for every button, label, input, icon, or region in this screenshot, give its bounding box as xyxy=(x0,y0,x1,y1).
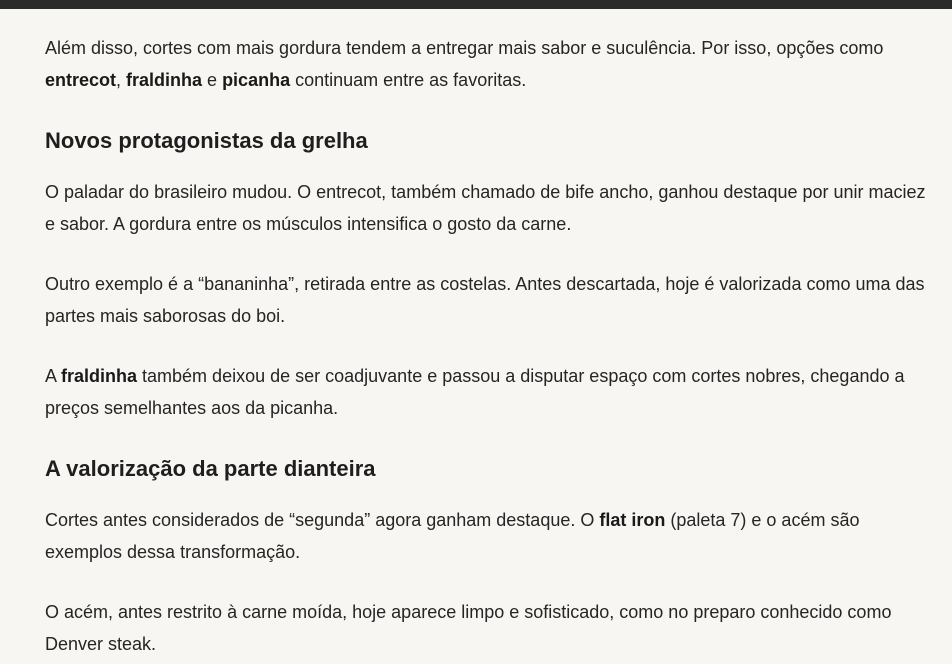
paragraph-bananinha: Outro exemplo é a “bananinha”, retirada entre as costelas. Antes descartada, hoje é valorizada como uma das partes mais saborosas do boi. xyxy=(45,274,925,326)
text-span: Cortes antes considerados de “segunda” agora ganham destaque. O xyxy=(45,510,600,530)
article-body xyxy=(45,32,935,660)
text-span: Além disso, cortes com mais gordura tendem a entregar mais sabor e suculência. Por isso, opções como xyxy=(45,38,884,58)
paragraph-fat-cuts xyxy=(45,32,935,96)
text-span: (paleta 7) e o acém são exemplos dessa transformação. xyxy=(45,510,860,562)
paragraph-entrecot: O paladar do brasileiro mudou. O entrecot, também chamado de bife ancho, ganhou destaque por unir maciez e sabor. A gordura entre os músculos intensifica o gosto da carne. xyxy=(45,182,926,234)
bold-fraldinha: fraldinha xyxy=(126,70,203,90)
text-span: continuam entre as favoritas. xyxy=(290,70,527,90)
section-heading-front-cuts: A valorização da parte dianteira xyxy=(45,456,376,481)
bold-entrecot: entrecot xyxy=(45,70,117,90)
text-span: também deixou de ser coadjuvante e passou a disputar espaço com cortes nobres, chegando a preços semelhantes aos da picanha. xyxy=(45,366,905,418)
text-span: , xyxy=(116,70,127,90)
bold-flat-iron: flat iron xyxy=(599,510,666,530)
paragraph-fraldinha xyxy=(45,360,935,424)
text-span: e xyxy=(202,70,223,90)
section-heading-new-protagonists: Novos protagonistas da grelha xyxy=(45,128,368,153)
paragraph-acem: O acém, antes restrito à carne moída, hoje aparece limpo e sofisticado, como no preparo conhecido como Denver steak. xyxy=(45,602,892,654)
paragraph-second-cuts xyxy=(45,504,935,568)
bold-fraldinha: fraldinha xyxy=(61,366,138,386)
top-navigation-bar xyxy=(0,0,952,9)
bold-picanha: picanha xyxy=(222,70,291,90)
text-span: A xyxy=(45,366,62,386)
